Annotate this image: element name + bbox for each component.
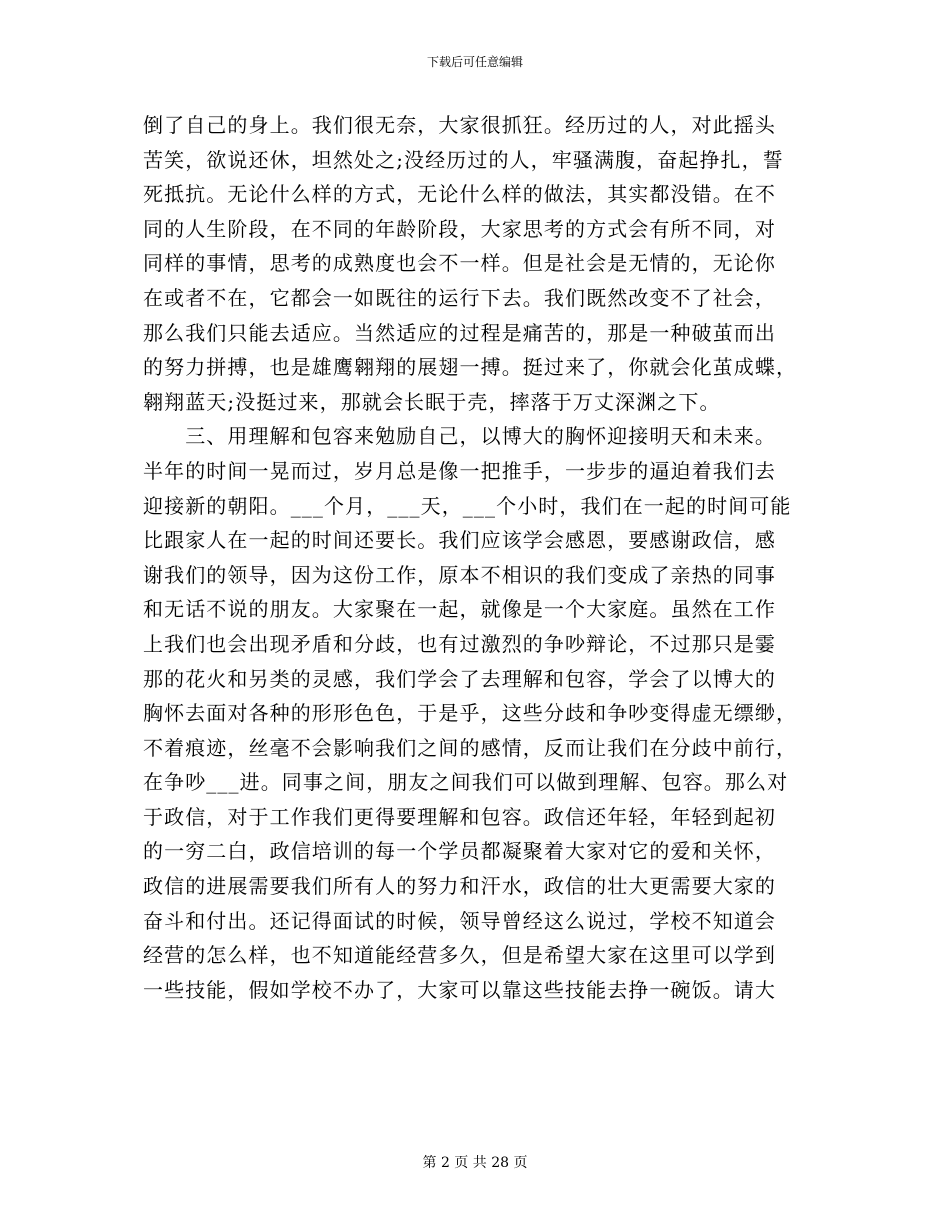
- body-line: 那么我们只能去适应。当然适应的过程是痛苦的，那是一种破茧而出: [143, 320, 776, 345]
- body-line: 政信的进展需要我们所有人的努力和汗水，政信的壮大更需要大家的: [143, 874, 776, 899]
- page-footer: 第 2 页 共 28 页: [422, 1155, 528, 1171]
- body-line: 同样的事情，思考的成熟度也会不一样。但是社会是无情的，无论你: [143, 251, 776, 276]
- body-line: 的一穷二白，政信培训的每一个学员都凝聚着大家对它的爱和关怀，: [143, 839, 776, 864]
- body-line: 谢我们的领导，因为这份工作，原本不相识的我们变成了亲热的同事: [143, 562, 776, 587]
- body-line: 迎接新的朝阳。___个月，___天，___个小时，我们在一起的时间可能: [143, 493, 792, 518]
- body-line: 苦笑，欲说还休，坦然处之;没经历过的人，牢骚满腹，奋起挣扎，誓: [143, 147, 784, 172]
- body-line: 在或者不在，它都会一如既往的运行下去。我们既然改变不了社会，: [143, 285, 776, 310]
- document-body: [143, 108, 803, 1007]
- body-line: 一些技能，假如学校不办了，大家可以靠这些技能去挣一碗饭。请大: [143, 977, 776, 1002]
- body-line: 的努力拼搏，也是雄鹰翱翔的展翅一搏。挺过来了，你就会化茧成蝶，: [143, 355, 798, 380]
- body-line: 于政信，对于工作我们更得要理解和包容。政信还年轻，年轻到起初: [143, 804, 776, 829]
- body-line: 和无话不说的朋友。大家聚在一起，就像是一个大家庭。虽然在工作: [143, 597, 776, 622]
- body-line: 上我们也会出现矛盾和分歧，也有过激烈的争吵辩论，不过那只是霎: [143, 631, 776, 656]
- body-line: 那的花火和另类的灵感，我们学会了去理解和包容，学会了以博大的: [143, 666, 776, 691]
- section-heading-line: 三、用理解和包容来勉励自己，以博大的胸怀迎接明天和未来。: [143, 424, 776, 449]
- page-header: 下载后可任意编辑: [426, 55, 523, 69]
- body-line: 翱翔蓝天;没挺过来，那就会长眠于壳，摔落于万丈深渊之下。: [143, 389, 721, 414]
- body-line: 奋斗和付出。还记得面试的时候，领导曾经这么说过，学校不知道会: [143, 908, 776, 933]
- body-line: 在争吵___进。同事之间，朋友之间我们可以做到理解、包容。那么对: [143, 770, 789, 795]
- body-line: 经营的怎么样，也不知道能经营多久，但是希望大家在这里可以学到: [143, 943, 776, 968]
- body-line: 倒了自己的身上。我们很无奈，大家很抓狂。经历过的人，对此摇头: [143, 113, 776, 137]
- body-line: 胸怀去面对各种的形形色色，于是乎，这些分歧和争吵变得虚无缥缈，: [143, 701, 798, 726]
- body-line: 死抵抗。无论什么样的方式，无论什么样的做法，其实都没错。在不: [143, 182, 776, 207]
- body-line: 比跟家人在一起的时间还要长。我们应该学会感恩，要感谢政信，感: [143, 528, 776, 553]
- body-line: 同的人生阶段，在不同的年龄阶段，大家思考的方式会有所不同，对: [143, 216, 776, 241]
- body-line: 半年的时间一晃而过，岁月总是像一把推手，一步步的逼迫着我们去: [143, 458, 776, 483]
- body-line: 不着痕迹，丝毫不会影响我们之间的感情，反而让我们在分歧中前行，: [143, 735, 798, 760]
